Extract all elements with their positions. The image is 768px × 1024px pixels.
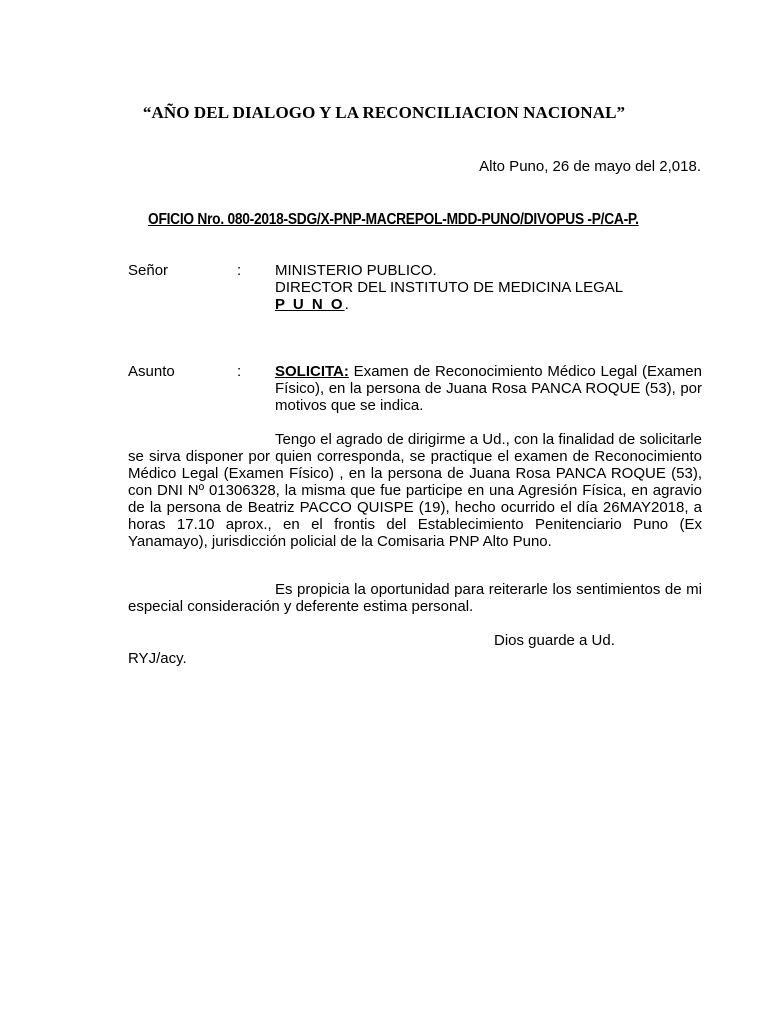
recipient-block: [275, 262, 702, 313]
subject-label: Asunto: [128, 363, 175, 380]
subject-separator: :: [237, 363, 242, 380]
body-paragraph-2: Es propicia la oportunidad para reiterarle los sentimientos de mi especial consideración y deferente estima personal.: [128, 581, 702, 615]
recipient-city: P U N O: [275, 296, 345, 313]
subject-keyword: SOLICITA:: [275, 363, 349, 380]
recipient-line2: DIRECTOR DEL INSTITUTO DE MEDICINA LEGAL: [275, 279, 624, 296]
year-motto: “AÑO DEL DIALOGO Y LA RECONCILIACION NACIONAL”: [142, 103, 626, 122]
author-initials: RYJ/acy.: [128, 650, 187, 667]
subject-text: Examen de Reconocimiento Médico Legal (Examen Físico), en la persona de Juana Rosa PANCA ROQUE (53), por motivos que se indica.: [275, 363, 702, 414]
oficio-number: OFICIO Nro. 080-2018-SDG/X-PNP-MACREPOL-MDD-PUNO/DIVOPUS -P/CA-P.: [148, 211, 639, 228]
recipient-city-line: [275, 296, 702, 313]
closing-greeting: Dios guarde a Ud.: [494, 632, 615, 649]
recipient-label: Señor: [128, 262, 169, 279]
recipient-city-suffix: .: [344, 296, 349, 313]
body-paragraph-1: Tengo el agrado de dirigirme a Ud., con la finalidad de solicitarle se sirva disponer por quien corresponda, se practique el examen de Reconocimiento Médico Legal (Examen Físico) , en la persona de Juana Rosa PANCA ROQUE (53), con DNI Nº 01306328, la misma que fue participe en una Agresión Física, en agravio de la persona de Beatriz PACCO QUISPE (19), hecho ocurrido el día 26MAY2018, a horas 17.10 aprox., en el frontis del Establecimiento Penitenciario Puno (Ex Yanamayo), jurisdicción policial de la Comisaria PNP Alto Puno.: [128, 431, 702, 550]
recipient-line1: MINISTERIO PUBLICO.: [275, 262, 437, 279]
recipient-separator: :: [237, 262, 242, 279]
date-line: Alto Puno, 26 de mayo del 2,018.: [479, 158, 701, 175]
subject-text-block: [275, 363, 702, 414]
